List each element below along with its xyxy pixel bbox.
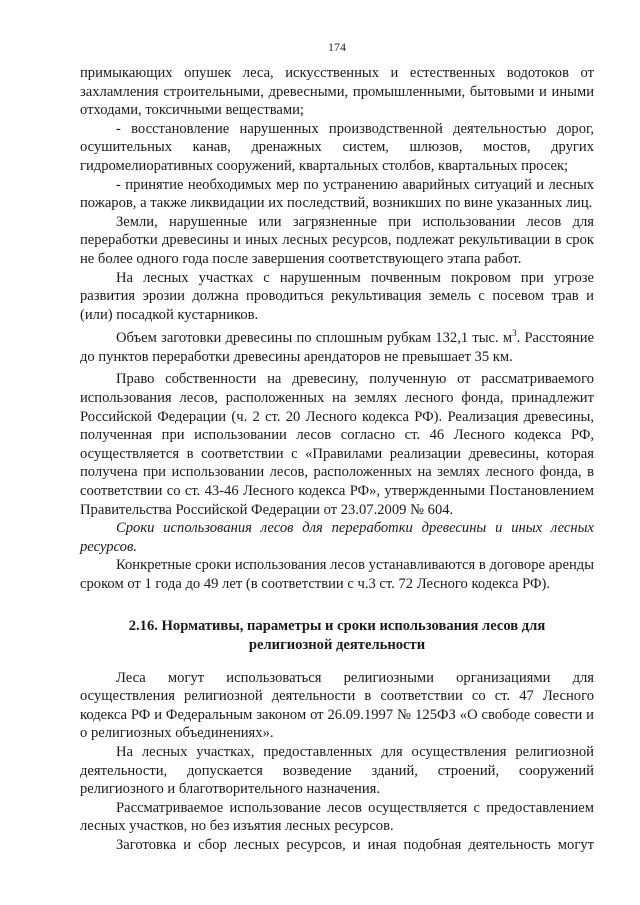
page-number: 174 (328, 40, 346, 54)
volume-text-after: . Расстояние до пунктов переработки древесины арендаторов не превышает 35 км. (80, 330, 595, 365)
paragraph-harvest-volume (80, 324, 594, 366)
paragraph-ownership: Право собственности на древесину, полученную от рассматриваемого использования лесов, расположенных на землях лесного фонда, принадлежит Российской Федерации (ч. 2 ст. 20 Лесного кодекса РФ). Реализация древесины, полученная при использовании лесов согласно ст. 46 Лесного кодекса РФ, осуществляется в соответствии с «Правилами реализации древесины, которая получена при использовании лесов, расположенных на землях лесного фонда, в соответствии со ст. 43-46 Лесного кодекса РФ», утвержденными Постановлением Правительства Российской Федерации от 23.07.2009 № 604. (80, 371, 594, 518)
paragraph-emergency-measures: - принятие необходимых мер по устранению аварийных ситуаций и лесных пожаров, а также ликвидации их последствий, возникших по вине указанных лиц. (80, 176, 594, 212)
paragraph-land-recultivation: Земли, нарушенные или загрязненные при использовании лесов для переработки древесины и иных лесных ресурсов, подлежат рекультивации в срок не более одного года после завершения соответствующего этапа работ. (80, 213, 594, 267)
paragraph-construction: На лесных участках, предоставленных для осуществления религиозной деятельности, допускается возведение зданий, строений, сооружений религиозного и благотворительного назначения. (80, 744, 594, 798)
section-heading (80, 617, 594, 654)
section-heading-line2: религиозной деятельности (248, 637, 426, 654)
paragraph-continuation: примыкающих опушек леса, искусственных и естественных водотоков от захламления строительными, древесными, промышленными, бытовыми и иными отходами, токсичными веществами; (80, 65, 594, 119)
section-heading-line1: 2.16. Нормативы, параметры и сроки использования лесов для (128, 618, 546, 635)
volume-superscript: 3 (512, 328, 517, 339)
paragraph-roads-restoration: - восстановление нарушенных производственной деятельностью дорог, осушительных канав, дренажных систем, шлюзов, мостов, других гидромелиоративных сооружений, квартальных столбов, квартальных просек; (80, 120, 594, 174)
paragraph-religious-use: Леса могут использоваться религиозными организациями для осуществления религиозной деятельности в соответствии со ст. 47 Лесного кодекса РФ и Федеральным законом от 26.09.1997 № 125ФЗ «О свободе совести и о религиозных объединениях». (80, 669, 594, 742)
volume-text: Объем заготовки древесины по сплошным рубкам 132,1 тыс. м (116, 330, 513, 347)
paragraph-lease-terms: Конкретные сроки использования лесов устанавливаются в договоре аренды сроком от 1 года до 49 лет (в соответствии с ч.3 ст. 72 Лесного кодекса РФ). (80, 557, 594, 592)
paragraph-erosion: На лесных участках с нарушенным почвенным покровом при угрозе развития эрозии должна проводиться рекультивация земель с посевом трав и (или) посадкой кустарников. (80, 269, 594, 323)
paragraph-no-withdrawal: Рассматриваемое использование лесов осуществляется с предоставлением лесных участков, но без изъятия лесных ресурсов. (80, 799, 594, 835)
paragraph-terms-title: Сроки использования лесов для переработки древесины и иных лесных ресурсов. (80, 520, 594, 555)
paragraph-harvest-collection: Заготовка и сбор лесных ресурсов, и иная подобная деятельность могут (116, 837, 594, 854)
